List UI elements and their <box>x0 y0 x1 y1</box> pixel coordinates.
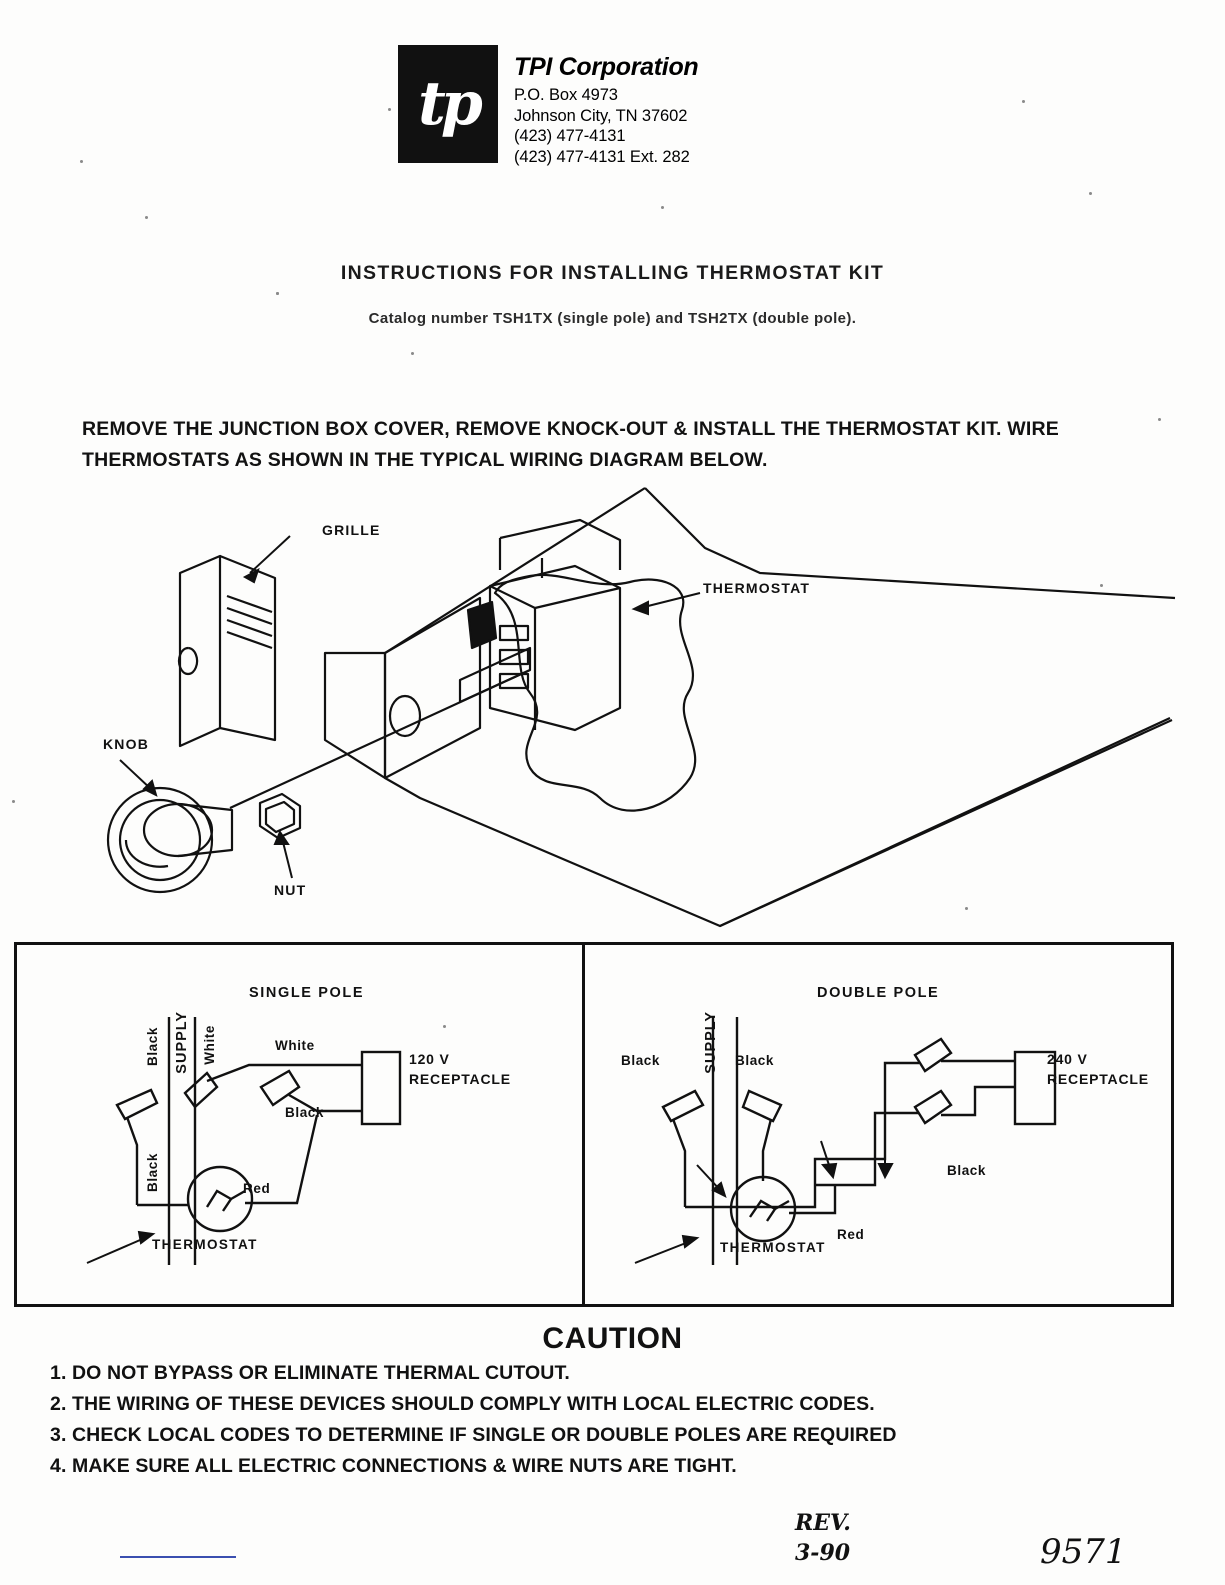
label-grille: GRILLE <box>322 522 381 538</box>
caution-list <box>50 1358 1150 1482</box>
tpi-logo <box>398 45 498 163</box>
dp-label-red-wire: Red <box>837 1227 865 1242</box>
company-name: TPI Corporation <box>514 53 699 81</box>
double-pole-drawing <box>585 945 1175 1305</box>
logo-text: tp <box>418 69 478 139</box>
catalog-subtitle: Catalog number TSH1TX (single pole) and TSH2TX (double pole). <box>368 310 857 327</box>
assembly-illustration <box>60 478 1180 938</box>
company-info <box>514 45 698 167</box>
wiring-diagram-panel <box>14 942 1174 1307</box>
bottom-underline <box>120 1556 236 1558</box>
company-address-line-2: Johnson City, TN 37602 <box>514 106 688 125</box>
scan-speck <box>12 800 15 803</box>
caution-item: 1. DO NOT BYPASS OR ELIMINATE THERMAL CUTOUT. <box>50 1362 570 1384</box>
sp-label-black-top: Black <box>145 1027 160 1067</box>
scan-speck <box>443 1025 446 1028</box>
document-header <box>398 45 698 167</box>
revision-value: 3-90 <box>795 1540 851 1566</box>
scan-speck <box>1100 584 1103 587</box>
company-address-line-1: P.O. Box 4973 <box>514 86 618 104</box>
document-number: 9571 <box>1040 1532 1127 1572</box>
scan-speck <box>661 206 664 209</box>
scan-speck <box>411 352 414 355</box>
revision-block <box>795 1508 851 1568</box>
scan-speck <box>276 292 279 295</box>
scan-speck <box>145 216 148 219</box>
single-pole-title: SINGLE POLE <box>249 985 365 1001</box>
scan-speck <box>80 160 83 163</box>
scan-speck <box>1022 100 1025 103</box>
caution-item: 2. THE WIRING OF THESE DEVICES SHOULD COMPLY WITH LOCAL ELECTRIC CODES. <box>50 1393 875 1415</box>
label-knob: KNOB <box>103 736 150 752</box>
caution-item: 4. MAKE SURE ALL ELECTRIC CONNECTIONS & WIRE NUTS ARE TIGHT. <box>50 1455 737 1477</box>
company-phone-ext: (423) 477-4131 Ext. 282 <box>514 147 690 166</box>
revision-label: REV. <box>795 1510 851 1536</box>
caution-heading: CAUTION <box>542 1322 683 1355</box>
scan-speck <box>388 108 391 111</box>
dp-receptacle-voltage: 240 V <box>1047 1051 1088 1067</box>
dp-receptacle-label: RECEPTACLE <box>1047 1071 1149 1087</box>
sp-receptacle-voltage: 120 V <box>409 1051 450 1067</box>
label-nut: NUT <box>274 882 307 898</box>
sp-label-thermostat: THERMOSTAT <box>152 1237 258 1252</box>
sp-label-white-wire: White <box>275 1038 315 1053</box>
single-pole-drawing <box>17 945 582 1305</box>
page-title: INSTRUCTIONS FOR INSTALLING THERMOSTAT KIT <box>340 262 885 284</box>
dp-label-black-left: Black <box>621 1053 661 1068</box>
instruction-paragraph: REMOVE THE JUNCTION BOX COVER, REMOVE KNOCK-OUT & INSTALL THE THERMOSTAT KIT. WIRE THERMOSTATS AS SHOWN IN THE TYPICAL WIRING DIAGRAM BELOW. <box>82 418 1059 471</box>
dp-label-supply: SUPPLY <box>703 1011 719 1074</box>
caution-item: 3. CHECK LOCAL CODES TO DETERMINE IF SINGLE OR DOUBLE POLES ARE REQUIRED <box>50 1424 897 1446</box>
label-thermostat: THERMOSTAT <box>703 580 811 596</box>
sp-label-red-wire: Red <box>243 1181 271 1196</box>
dp-label-black-wire: Black <box>947 1163 987 1178</box>
sp-label-black-bottom: Black <box>145 1153 160 1193</box>
sp-receptacle-label: RECEPTACLE <box>409 1071 511 1087</box>
sp-label-black-wire: Black <box>285 1105 325 1120</box>
scan-speck <box>965 907 968 910</box>
assembly-drawing <box>60 478 1180 938</box>
sp-label-supply: SUPPLY <box>174 1011 190 1074</box>
double-pole-title: DOUBLE POLE <box>817 985 940 1001</box>
scan-speck <box>1158 418 1161 421</box>
dp-label-black-right: Black <box>735 1053 775 1068</box>
scan-speck <box>1089 192 1092 195</box>
dp-label-thermostat: THERMOSTAT <box>720 1240 826 1255</box>
sp-label-white-left: White <box>202 1025 217 1065</box>
company-phone: (423) 477-4131 <box>514 127 626 145</box>
